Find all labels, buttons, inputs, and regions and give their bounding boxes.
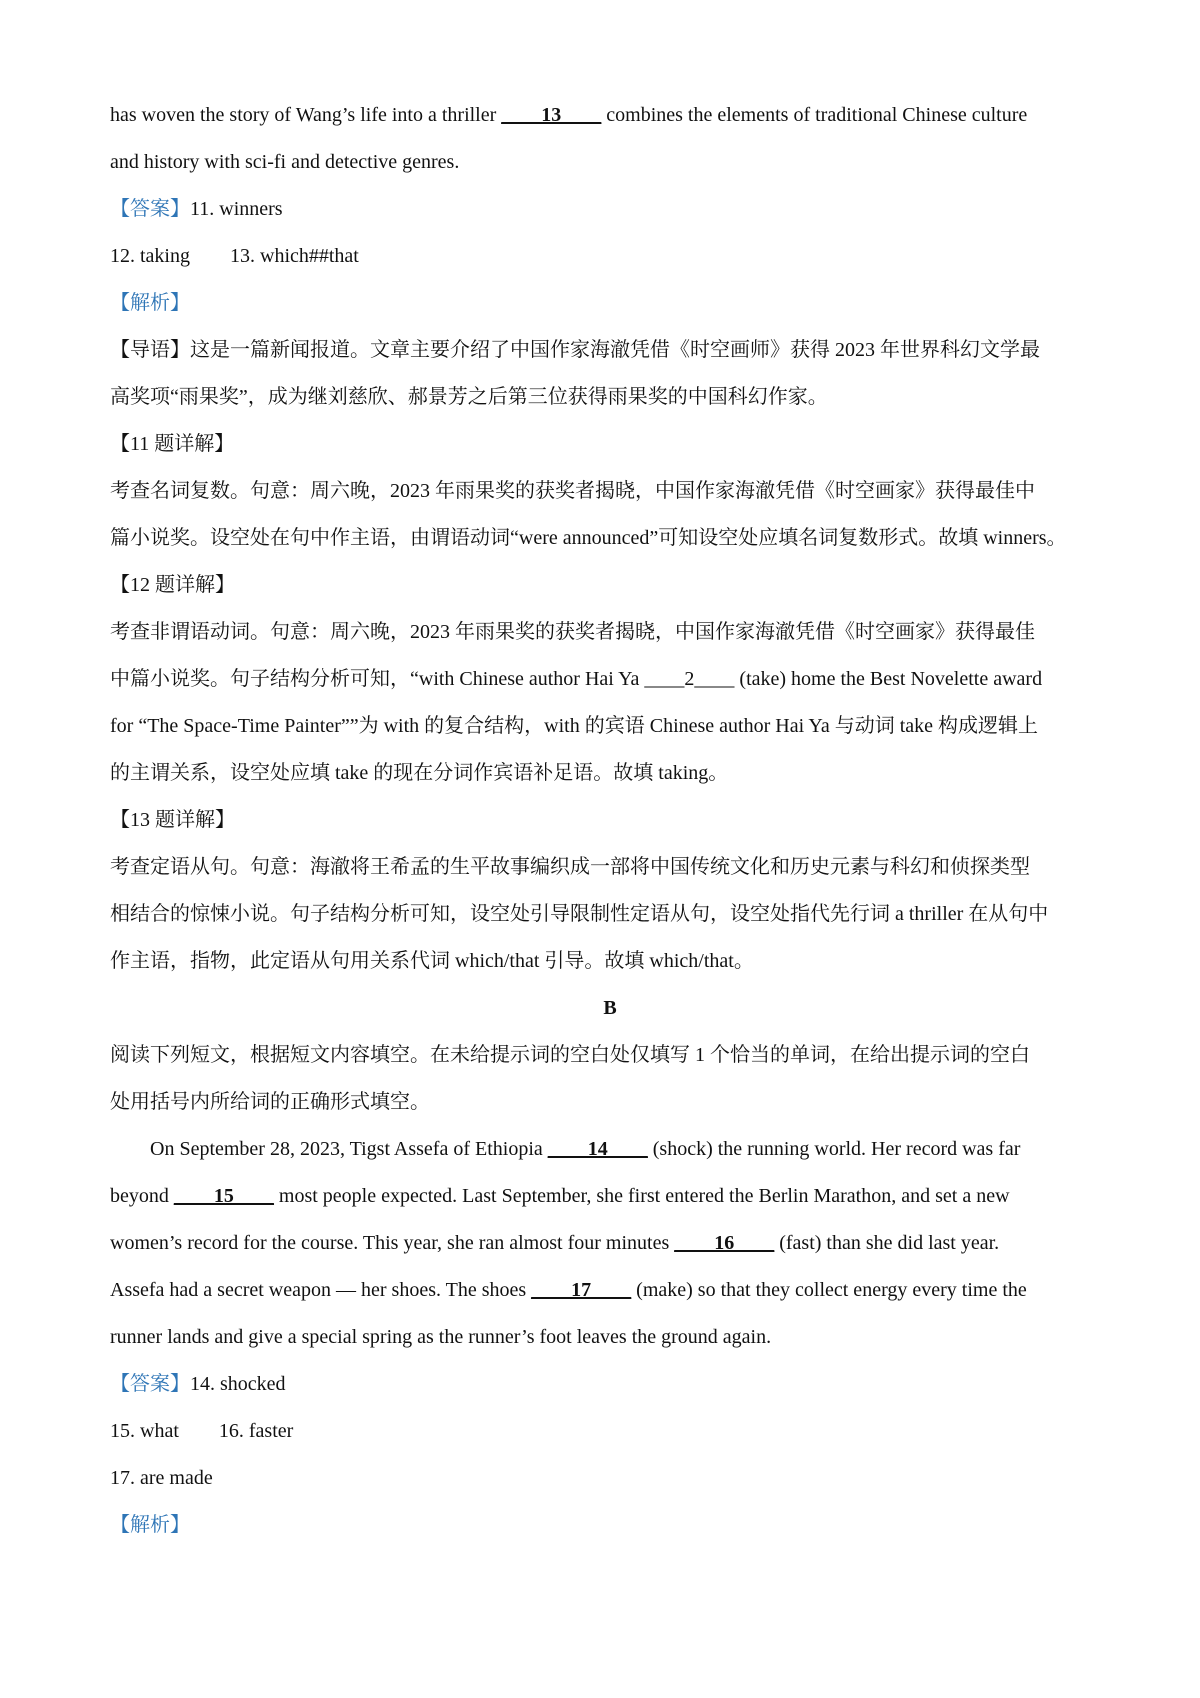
answer-b-line-1 — [110, 1361, 1110, 1408]
answer-b-line-2 — [110, 1408, 1110, 1455]
text: most people expected. Last September, she first entered the Berlin Marathon, and set a new — [273, 1185, 1010, 1207]
answer-tag: 【答案】 — [110, 198, 190, 220]
detail-11-line-2: 篇小说奖。设空处在句中作主语，由谓语动词“were announced”可知设空处应填名词复数形式。故填 winners。 — [110, 527, 1067, 549]
answer-17: 17. are made — [110, 1467, 213, 1489]
answer-12: 12. taking — [110, 245, 190, 267]
analysis-tag: 【解析】 — [110, 1514, 190, 1536]
detail-12-line-4: 的主谓关系，设空处应填 take 的现在分词作宾语补足语。故填 taking。 — [110, 762, 729, 784]
answer-15: 15. what — [110, 1420, 179, 1442]
answer-14: 14. shocked — [190, 1373, 286, 1395]
answer-line-1 — [110, 186, 1110, 233]
blank-17: ____17____ — [531, 1279, 632, 1301]
text: On September 28, 2023, Tigst Assefa of Ethiopia — [150, 1138, 548, 1160]
section-b-heading: B — [603, 997, 617, 1019]
detail-12-line-3: for “The Space-Time Painter””为 with 的复合结构，with 的宾语 Chinese author Hai Ya 与动词 take 构成逻辑上 — [110, 715, 1039, 737]
detail-13-line-2: 相结合的惊悚小说。句子结构分析可知，设空处引导限制性定语从句，设空处指代先行词 a thriller 在从句中 — [110, 903, 1049, 925]
text: 这是一篇新闻报道。文章主要介绍了中国作家海澈凭借《时空画师》获得 2023 年世界科幻文学最 — [190, 339, 1040, 361]
passage-line-2: and history with sci-fi and detective genres. — [110, 151, 460, 173]
answer-13: 13. which##that — [230, 245, 359, 267]
answer-tag: 【答案】 — [110, 1373, 190, 1395]
text: has woven the story of Wang’s life into a thriller — [110, 104, 502, 126]
analysis-tag: 【解析】 — [110, 292, 190, 314]
text: women’s record for the course. This year, she ran almost four minutes — [110, 1232, 675, 1254]
detail-13-heading: 【13 题详解】 — [110, 809, 235, 831]
document-page — [110, 92, 1110, 1549]
guide-tag: 【导语】 — [110, 339, 190, 361]
text: (shock) the running world. Her record was far — [647, 1138, 1021, 1160]
detail-12-line-1: 考查非谓语动词。句意：周六晚，2023 年雨果奖的获奖者揭晓，中国作家海澈凭借《时空画家》获得最佳 — [110, 621, 1035, 643]
blank-15: ____15____ — [173, 1185, 274, 1207]
text: beyond — [110, 1185, 174, 1207]
detail-11-line-1: 考查名词复数。句意：周六晚，2023 年雨果奖的获奖者揭晓，中国作家海澈凭借《时空画家》获得最佳中 — [110, 480, 1035, 502]
text: combines the elements of traditional Chinese culture — [601, 104, 1028, 126]
blank-14: ____14____ — [547, 1138, 648, 1160]
answer-line-2 — [110, 233, 1110, 280]
instruction-line-2: 处用括号内所给词的正确形式填空。 — [110, 1091, 430, 1113]
detail-13-line-3: 作主语，指物，此定语从句用关系代词 which/that 引导。故填 which/that。 — [110, 950, 754, 972]
passage-line-1 — [110, 92, 1110, 139]
passage-b-line-3 — [110, 1220, 1110, 1267]
passage-b-line-5: runner lands and give a special spring as the runner’s foot leaves the ground again. — [110, 1326, 772, 1348]
detail-12-heading: 【12 题详解】 — [110, 574, 235, 596]
detail-13-line-1: 考查定语从句。句意：海澈将王希孟的生平故事编织成一部将中国传统文化和历史元素与科幻和侦探类型 — [110, 856, 1030, 878]
blank-13: ____13____ — [501, 104, 602, 126]
instruction-line-1: 阅读下列短文，根据短文内容填空。在未给提示词的空白处仅填写 1 个恰当的单词，在给出提示词的空白 — [110, 1044, 1030, 1066]
guide-line-1 — [110, 327, 1110, 374]
detail-12-line-2: 中篇小说奖。句子结构分析可知，“with Chinese author Hai Ya ____2____ (take) home the Best Novelette award — [110, 668, 1043, 690]
passage-b-line-2 — [110, 1173, 1110, 1220]
passage-b-line-1 — [110, 1126, 1110, 1173]
text: Assefa had a secret weapon — her shoes. The shoes — [110, 1279, 532, 1301]
guide-line-2: 高奖项“雨果奖”，成为继刘慈欣、郝景芳之后第三位获得雨果奖的中国科幻作家。 — [110, 386, 828, 408]
answer-11: 11. winners — [190, 198, 283, 220]
text: (fast) than she did last year. — [774, 1232, 1000, 1254]
detail-11-heading: 【11 题详解】 — [110, 433, 235, 455]
answer-16: 16. faster — [218, 1420, 294, 1442]
passage-b-line-4 — [110, 1267, 1110, 1314]
text: (make) so that they collect energy every time the — [631, 1279, 1027, 1301]
blank-16: ____16____ — [674, 1232, 775, 1254]
